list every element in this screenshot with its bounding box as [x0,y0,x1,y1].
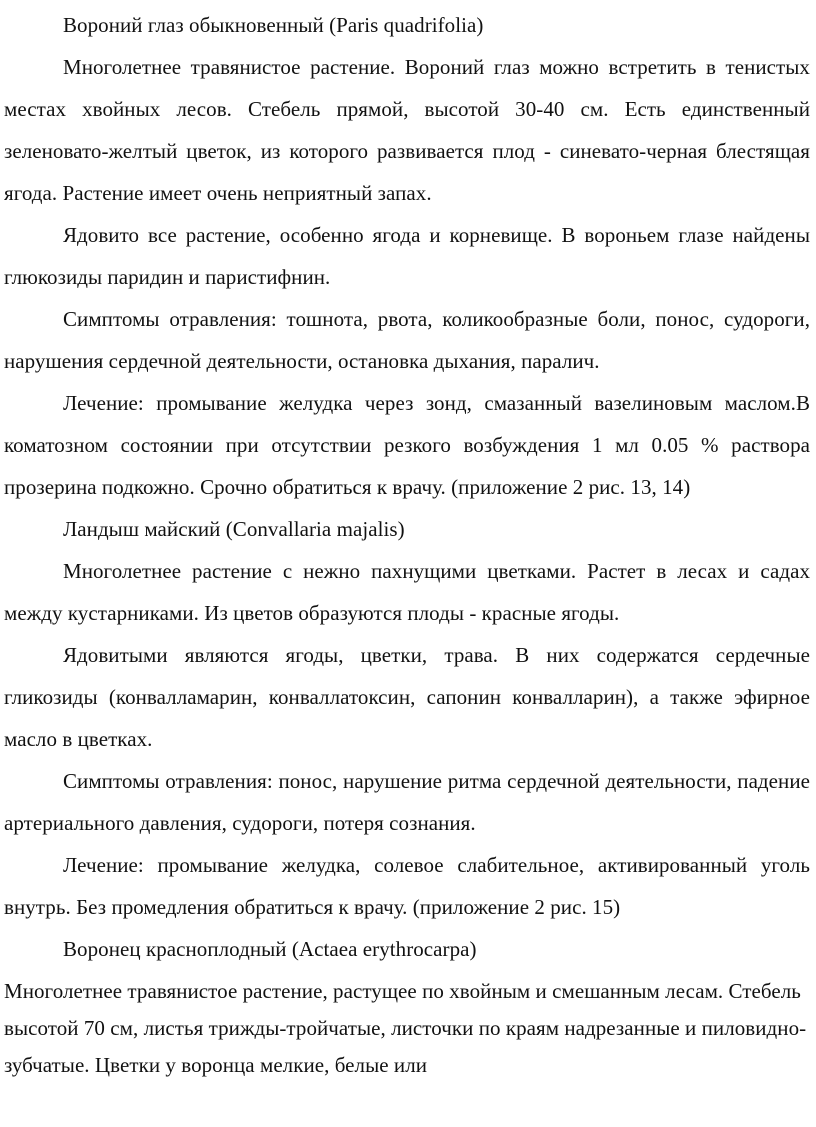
paragraph-convallaria-description: Многолетнее растение с нежно пахнущими цветками. Растет в лесах и садах между кустарниками. Из цветов образуются плоды - красные ягоды. [4,559,810,625]
paragraph-paris-toxicity: Ядовито все растение, особенно ягода и корневище. В вороньем глазе найдены глюкозиды паридин и паристифнин. [4,223,810,289]
paragraph-actaea-description: Многолетнее травянистое растение, растущее по хвойным и смешанным лесам. Стебель высотой 70 см, листья трижды-тройчатые, листочки по краям надрезанные и пиловидно-зубчатые. Цветки у воронца мелкие, белые или [4,979,807,1077]
paragraph-convallaria-treatment: Лечение: промывание желудка, солевое слабительное, активированный уголь внутрь. Без промедления обратиться к врачу. (приложение 2 рис. 15) [4,853,810,919]
section-heading-paris: Вороний глаз обыкновенный (Paris quadrifolia) [63,13,484,37]
paragraph-paris-description: Многолетнее травянистое растение. Вороний глаз можно встретить в тенистых местах хвойных лесов. Стебель прямой, высотой 30-40 см. Есть единственный зеленовато-желтый цветок, из которого развивается плод - синевато-черная блестящая ягода. Растение имеет очень неприятный запах. [4,55,810,205]
section-heading-actaea: Воронец красноплодный (Actaea erythrocarpa) [63,937,477,961]
paragraph-convallaria-toxicity: Ядовитыми являются ягоды, цветки, трава. В них содержатся сердечные гликозиды (конвалламарин, конваллатоксин, сапонин конвалларин), а также эфирное масло в цветках. [4,643,810,751]
paragraph-paris-symptoms: Симптомы отравления: тошнота, рвота, коликообразные боли, понос, судороги, нарушения сердечной деятельности, остановка дыхания, паралич. [4,307,810,373]
paragraph-convallaria-symptoms: Симптомы отравления: понос, нарушение ритма сердечной деятельности, падение артериального давления, судороги, потеря сознания. [4,769,810,835]
paragraph-paris-treatment: Лечение: промывание желудка через зонд, смазанный вазелиновым маслом.В коматозном состоянии при отсутствии резкого возбуждения 1 мл 0.05 % раствора прозерина подкожно. Срочно обратиться к врачу. (приложение 2 рис. 13, 14) [4,391,810,499]
section-heading-convallaria: Ландыш майский (Convallaria majalis) [63,517,405,541]
